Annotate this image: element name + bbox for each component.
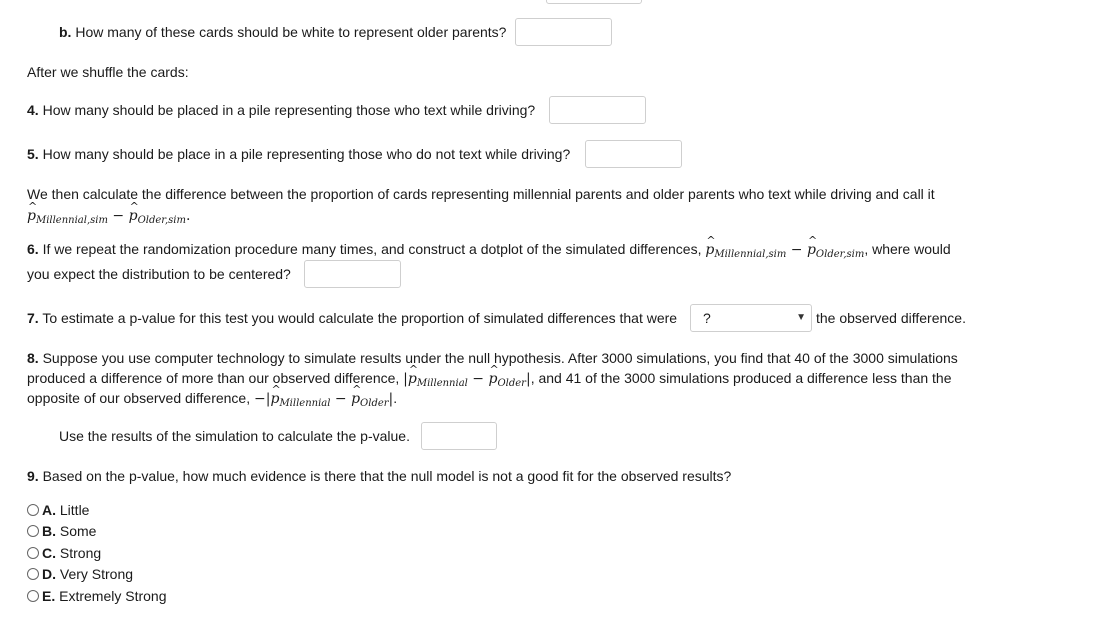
option-b[interactable]: B. Some	[27, 521, 96, 541]
previous-answer-input[interactable]	[546, 0, 642, 4]
white-cards-input[interactable]	[515, 18, 612, 46]
option-d[interactable]: D. Very Strong	[27, 564, 133, 584]
comparison-select[interactable]: ? ▼	[690, 304, 812, 332]
radio-button[interactable]	[27, 504, 39, 516]
p-value-prompt: Use the results of the simulation to calculate the p-value.	[59, 428, 410, 444]
option-c[interactable]: C. Strong	[27, 543, 101, 563]
question-5: 5. How many should be place in a pile representing those who do not text while driving?	[27, 146, 571, 162]
question-8-line3: opposite of our observed difference, −|^ $p_{Millennial}$ − ^ $p_{Older}|$.	[27, 389, 397, 410]
question-6-continued: you expect the distribution to be centered?	[27, 266, 291, 282]
text-pile-input[interactable]	[549, 96, 646, 124]
question-6: 6. If we repeat the randomization procedure many times, and construct a dotplot of the simulated differences, ^ $p_{Millennial,sim}$ − ^ $p_{Older,sim}$, where would	[27, 240, 951, 261]
radio-button[interactable]	[27, 547, 39, 559]
option-e[interactable]: E. Extremely Strong	[27, 586, 167, 606]
neg-abs-difference-formula: −|^ $p_{Millennial}$ − ^ $p_{Older}|$	[254, 391, 393, 407]
question-9: 9. Based on the p-value, how much evidence is there that the null model is not a good fit for the observed results?	[27, 468, 732, 484]
radio-button[interactable]	[27, 568, 39, 580]
radio-button[interactable]	[27, 525, 39, 537]
after-shuffle-text: After we shuffle the cards:	[27, 64, 189, 80]
question-4: 4. How many should be placed in a pile representing those who text while driving?	[27, 102, 536, 118]
question-7: 7. To estimate a p-value for this test you would calculate the proportion of simulated differences that were	[27, 310, 678, 326]
question-8: 8. Suppose you use computer technology to simulate results under the null hypothesis. After 3000 simulations, you find that 40 of the 3000 simulations	[27, 350, 958, 366]
question-3b: b. How many of these cards should be white to represent older parents?	[59, 24, 507, 40]
simulated-difference-formula: ^ $p_{Millennial,sim}$ − ^ $p_{Older,sim}$.	[27, 207, 190, 227]
center-input[interactable]	[304, 260, 401, 288]
option-a[interactable]: A. Little	[27, 500, 89, 520]
difference-intro: We then calculate the difference between the proportion of cards representing millennial parents and older parents who text while driving and call it	[27, 186, 935, 202]
question-7-tail: the observed difference.	[816, 310, 966, 326]
chevron-down-icon: ▼	[796, 312, 806, 323]
radio-button[interactable]	[27, 590, 39, 602]
no-text-pile-input[interactable]	[585, 140, 682, 168]
abs-difference-formula: |^ $p_{Millennial}$ − ^ $p_{Older}|$	[403, 371, 531, 387]
simulated-difference-inline: ^ $p_{Millennial,sim}$ − ^ $p_{Older,sim}$	[705, 242, 864, 258]
question-8-line2: produced a difference of more than our observed difference, |^ $p_{Millennial}$ − ^ $p_{Older}|$, and 41 of the 3000 simulations produced a difference less than the	[27, 369, 952, 390]
p-value-input[interactable]	[421, 422, 497, 450]
